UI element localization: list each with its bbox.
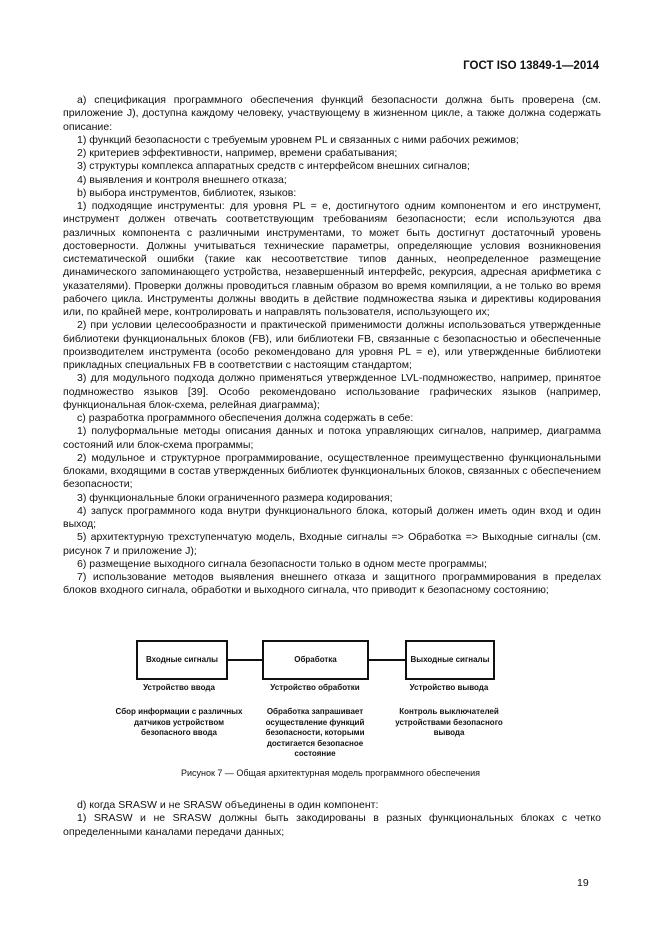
input-signals-box: Входные сигналы [136, 640, 228, 680]
paragraph: 1) функций безопасности с требуемым уровнем PL и связанных с ними рабочих режимов; [77, 133, 519, 146]
document-header: ГОСТ ISO 13849-1—2014 [463, 60, 599, 72]
paragraph: 4) выявления и контроля внешнего отказа; [77, 173, 287, 186]
processing-device-label: Устройство обработки [270, 683, 360, 692]
paragraph: 1) подходящие инструменты: для уровня PL = e, достигнутого одним компонентом и его инструмент, инструмент должен отвечать соответствующим требованиям безопасности; если используются два различных компонента с различными инструментами, то может быть достигнут достаточный уровень достоверности. Должны учитываться технические параметры, определяющие условия возникновения систематической ошибки (такие как несоответствие типов данных, неопределенное размещение динамического запоминающего устройства, незавершенный интерфейс, рекурсия, адресная арифметика с указателями). Проверки должны проводиться главным образом во время компиляции, а не только во время рабочего цикла. Инструменты должны вводить в действие подмножества языка и директивы кодирования или, по крайней мере, контролировать и направлять пользователя, использующего их; [63, 200, 601, 318]
paragraph: 2) критериев эффективности, например, времени срабатывания; [77, 147, 398, 159]
paragraph: а) спецификация программного обеспечения функций безопасности должна быть проверена (см. приложение J), доступна каждому человеку, участвующему в жизненном цикле, а также должна содержать описание: [63, 94, 601, 133]
body-text-top [63, 94, 601, 598]
paragraph: 1) SRASW и не SRASW должны быть закодированы в разных функциональных блоках с четко определенными каналами передачи данных; [63, 812, 601, 838]
paragraph: d) когда SRASW и не SRASW объединены в один компонент: [77, 799, 379, 811]
page-number: 19 [577, 877, 589, 889]
figure-caption: Рисунок 7 — Общая архитектурная модель программного обеспечения [180, 768, 481, 778]
paragraph: 2) при условии целесообразности и практической применимости должны использоваться утвержденные библиотеки функциональных блоков (FB), или библиотеки FB, связанные с безопасностью и обеспеченные производителем инструмента (особо рекомендовано для уровня PL = e), или утвержденные библиотеки прикладных специальных FB в соответствии с настоящим стандартом; [63, 319, 601, 371]
paragraph: b) выбора инструментов, библиотек, языков: [77, 186, 297, 199]
input-device-label: Устройство ввода [143, 683, 215, 692]
paragraph: 3) структуры комплекса аппаратных средств с интерфейсом внешних сигналов; [77, 160, 470, 173]
output-description: Контроль выключателей устройствами безопасного вывода [395, 707, 503, 737]
output-signals-box: Выходные сигналы [405, 640, 495, 680]
paragraph: 4) запуск программного кода внутри функционального блока, который должен иметь один вход и один выход; [63, 504, 601, 530]
paragraph: 3) функциональные блоки ограниченного размера кодирования; [77, 491, 393, 504]
paragraph: 5) архитектурную трехступенчатую модель, Входные сигналы => Обработка => Выходные сигналы (см. рисунок 7 и приложение J); [63, 531, 601, 557]
processing-box: Обработка [262, 640, 369, 680]
processing-description: Обработка запрашивает осуществление функций безопасности, которыми достигается безопасное состояние [265, 707, 365, 758]
output-device-label: Устройство вывода [409, 683, 489, 692]
connector-line [226, 659, 262, 661]
paragraph: 3) для модульного подхода должно применяться утвержденное LVL-подмножество, например, принятое подмножество языков [39]. Особо рекомендовано использование графических языков (например, функциональная блок-схема, релейная диаграмма); [63, 372, 601, 411]
paragraph: 1) полуформальные методы описания данных и потока управляющих сигналов, например, диаграмма состояний или блок-схема программы; [63, 425, 601, 451]
paragraph: 6) размещение выходного сигнала безопасности только в одном месте программы; [77, 557, 487, 570]
input-description: Сбор информации с различных датчиков устройством безопасного ввода [115, 707, 243, 737]
body-text-bottom [63, 799, 601, 839]
connector-line [367, 659, 405, 661]
paragraph: 2) модульное и структурное программирование, осуществленное преимущественно функциональными блоками, входящими в состав утвержденных библиотек функциональных блоков, связанных с обеспечением безопасности; [63, 451, 601, 491]
paragraph: 7) использование методов выявления внешнего отказа и защитного программирования в пределах блоков входного сигнала, обработки и выходного сигнала, что приводит к безопасному состоянию; [63, 571, 601, 597]
paragraph: c) разработка программного обеспечения должна содержать в себе: [77, 412, 414, 424]
